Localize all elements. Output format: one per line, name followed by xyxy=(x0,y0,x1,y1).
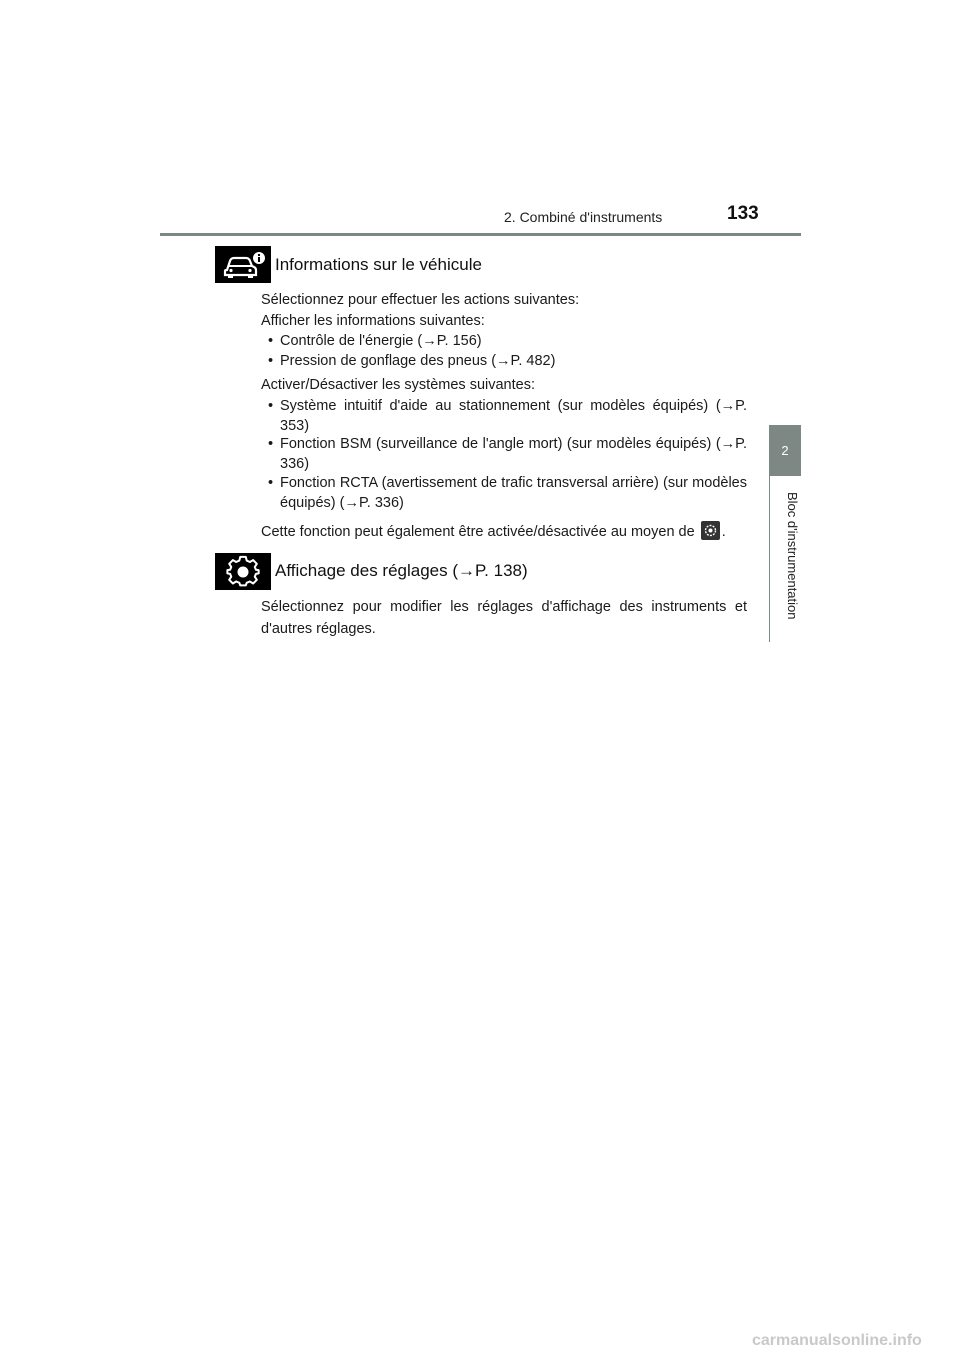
watermark: carmanualsonline.info xyxy=(752,1332,922,1349)
list-item: • Système intuitif d'aide au stationnement (sur modèles équipés) (→P. 353) xyxy=(268,398,747,434)
header-section-title: 2. Combiné d'instruments xyxy=(504,209,663,225)
page-number: 133 xyxy=(727,203,759,224)
list-item: • Contrôle de l'énergie (→P. 156) xyxy=(268,333,482,349)
bullet-dot: • xyxy=(268,436,274,452)
list-item: • Fonction RCTA (avertissement de trafic transversal arrière) (sur modèles équipés) (→P. 336) xyxy=(268,475,747,511)
bullet-dot: • xyxy=(268,475,274,491)
section-title-settings: Affichage des réglages (→P. 138) xyxy=(275,561,528,580)
section1-intro: Sélectionnez pour effectuer les actions suivantes: xyxy=(261,292,580,308)
chapter-number: 2 xyxy=(781,443,789,458)
chapter-tab xyxy=(769,425,801,476)
bullet-dot: • xyxy=(268,398,274,414)
header-rule xyxy=(160,233,801,236)
list-item: • Fonction BSM (surveillance de l'angle mort) (sur modèles équipés) (→P. 336) xyxy=(268,436,747,472)
section1-note: Cette fonction peut également être activée/désactivée au moyen de . xyxy=(261,521,751,543)
bullet-dot: • xyxy=(268,353,274,369)
car-info-icon xyxy=(215,246,271,283)
chapter-label: Bloc d'instrumentation xyxy=(785,492,800,620)
gear-icon xyxy=(215,553,271,590)
list-item: • Pression de gonflage des pneus (→P. 482) xyxy=(268,353,556,369)
toggle-heading: Activer/Désactiver les systèmes suivantes: xyxy=(261,377,535,393)
section-title-vehicle-info: Informations sur le véhicule xyxy=(275,255,482,274)
display-heading: Afficher les informations suivantes: xyxy=(261,313,485,329)
gear-icon xyxy=(701,521,720,540)
bullet-dot: • xyxy=(268,333,274,349)
section2-description: Sélectionnez pour modifier les réglages d'affichage des instruments et d'autres réglages. xyxy=(261,599,747,637)
